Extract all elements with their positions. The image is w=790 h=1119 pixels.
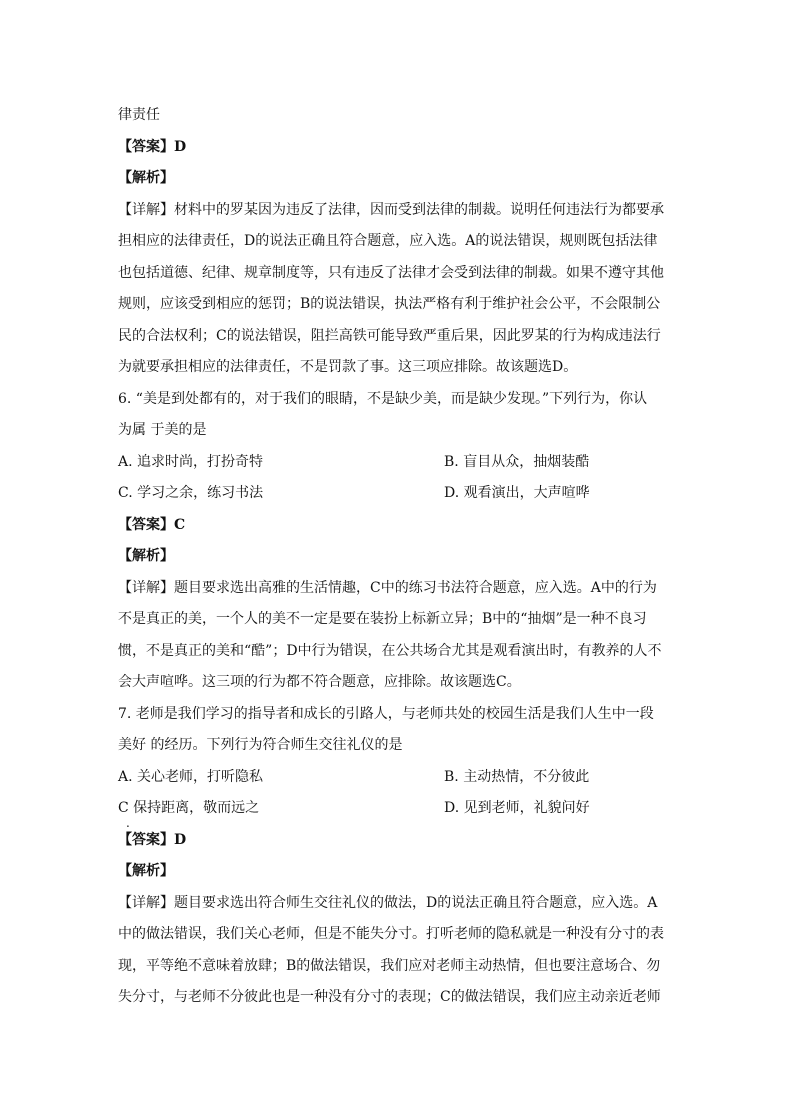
text-line: 中的做法错误，我们关心老师，但是不能失分寸。打听老师的隐私就是一种没有分寸的表 xyxy=(118,926,664,942)
text-line: 规则，应该受到相应的惩罚；B的说法错误，执法严格有利于维护社会公平，不会限制公 xyxy=(118,296,661,312)
analysis-label: 【解析】 xyxy=(118,170,174,186)
question-6-stem: 为属 于美的是 xyxy=(118,422,207,438)
text-line: 会大声喧哗。这三项的行为都不符合题意，应排除。故该题选C。 xyxy=(118,674,521,690)
option-c: C 保持距离，敬而远之 xyxy=(118,800,260,816)
text-line: 民的合法权利；C的说法错误，阻拦高铁可能导致严重后果，因此罗某的行为构成违法行 xyxy=(118,327,661,344)
text-line: 失分寸，与老师不分彼此也是一种没有分寸的表现；C的做法错误，我们应主动亲近老师 xyxy=(118,989,661,1005)
question-6-options-row xyxy=(118,478,678,510)
document-page xyxy=(118,100,678,1014)
text-line: 担相应的法律责任，D的说法正确且符合题意，应入选。A的说法错误，规则既包括法律 xyxy=(118,233,658,249)
question-7-stem: 7. 老师是我们学习的指导者和成长的引路人，与老师共处的校园生活是我们人生中一段 xyxy=(118,705,654,722)
question-7-stem: 美好 的经历。下列行为符合师生交往礼仪的是 xyxy=(118,737,403,753)
question-7-options-row xyxy=(118,793,678,830)
option-a: A. 追求时尚，打扮奇特 xyxy=(118,453,264,470)
text-line: 现，平等绝不意味着放肆；B的做法错误，我们应对老师主动热情，但也要注意场合、勿 xyxy=(118,957,661,974)
text-line: 惯，不是真正的美和“酷”；D中行为错误，在公共场合尤其是观看演出时，有教养的人不 xyxy=(118,642,662,659)
answer-label: 【答案】C xyxy=(118,516,186,533)
text-line: 也包括道德、纪律、规章制度等，只有违反了法律才会受到法律的制裁。如果不遵守其他 xyxy=(118,264,664,281)
text-line: 为就要承担相应的法律责任，不是罚款了事。这三项应排除。故该题选D。 xyxy=(118,359,578,375)
answer-label: 【答案】D xyxy=(118,138,187,155)
text-line: 律责任 xyxy=(118,107,160,123)
stray-dot: . xyxy=(126,816,130,830)
analysis-label: 【解析】 xyxy=(118,863,174,879)
text-line: 【详解】题目要求选出高雅的生活情趣，C中的练习书法符合题意，应入选。A中的行为 xyxy=(118,579,657,596)
analysis-label: 【解析】 xyxy=(118,548,174,564)
text-line: 【详解】题目要求选出符合师生交往礼仪的做法，D的说法正确且符合题意，应入选。A xyxy=(118,894,658,911)
text-line: 不是真正的美，一个人的美不一定是要在装扮上标新立异；B中的“抽烟”是一种不良习 xyxy=(118,611,647,627)
option-b: B. 主动热情，不分彼此 xyxy=(444,768,590,785)
option-a: A. 关心老师，打听隐私 xyxy=(118,768,264,785)
answer-label: 【答案】D xyxy=(118,831,187,848)
text-line: 【详解】材料中的罗某因为违反了法律，因而受到法律的制裁。说明任何违法行为都要承 xyxy=(118,201,664,218)
option-d: D. 观看演出，大声喧哗 xyxy=(444,485,590,501)
option-b: B. 盲目从众，抽烟装酷 xyxy=(444,453,590,470)
option-d: D. 见到老师，礼貌问好 xyxy=(444,800,590,816)
option-c: C. 学习之余，练习书法 xyxy=(118,485,264,501)
question-7-options-row xyxy=(118,762,678,794)
question-6-stem: 6. “美是到处都有的，对于我们的眼睛，不是缺少美，而是缺少发现。”下列行为，你认 xyxy=(118,390,648,407)
question-6-options-row xyxy=(118,447,678,479)
